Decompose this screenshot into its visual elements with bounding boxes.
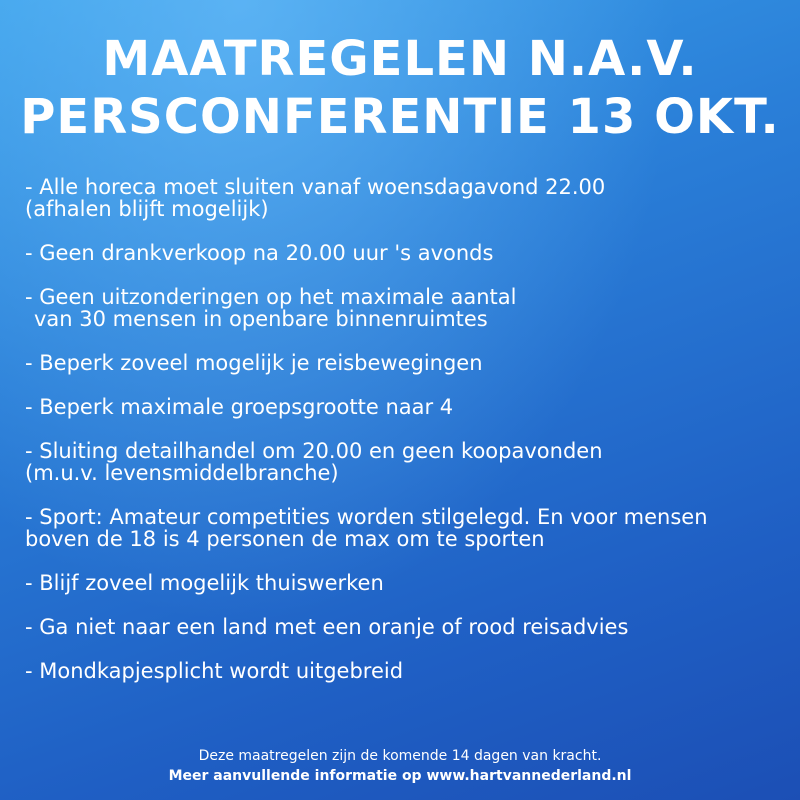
item-line: - Ga niet naar een land met een oranje of rood reisadvies — [25, 615, 629, 639]
item-line: - Sport: Amateur competities worden stilgelegd. En voor mensen — [25, 505, 708, 529]
item-line: - Geen uitzonderingen op het maximale aantal — [25, 285, 517, 309]
title-line-2: PERSCONFERENTIE 13 OKT. — [20, 89, 780, 145]
item-line: van 30 mensen in openbare binnenruimtes — [34, 307, 488, 331]
item-line: - Beperk maximale groepsgrootte naar 4 — [25, 395, 454, 419]
item-line: (m.u.v. levensmiddelbranche) — [25, 461, 339, 485]
list-item — [25, 572, 785, 594]
measures-list — [25, 176, 785, 704]
item-line: boven de 18 is 4 personen de max om te sporten — [25, 527, 545, 551]
list-item — [25, 440, 785, 484]
item-line: - Geen drankverkoop na 20.00 uur 's avonds — [25, 241, 494, 265]
footer — [0, 746, 800, 786]
list-item — [25, 660, 785, 682]
item-line: - Alle horeca moet sluiten vanaf woensdagavond 22.00 — [25, 175, 606, 199]
title-line-1: MAATREGELEN N.A.V. — [102, 31, 698, 87]
item-line: - Mondkapjesplicht wordt uitgebreid — [25, 659, 404, 683]
list-item — [25, 176, 785, 220]
list-item — [25, 396, 785, 418]
list-item — [25, 616, 785, 638]
list-item — [25, 242, 785, 264]
list-item — [25, 506, 785, 550]
footer-note: Deze maatregelen zijn de komende 14 dagen van kracht. — [198, 748, 602, 764]
item-line: (afhalen blijft mogelijk) — [25, 197, 269, 221]
item-line: - Blijf zoveel mogelijk thuiswerken — [25, 571, 384, 595]
item-line: - Beperk zoveel mogelijk je reisbewegingen — [25, 351, 483, 375]
item-line: - Sluiting detailhandel om 20.00 en geen koopavonden — [25, 439, 603, 463]
list-item — [25, 352, 785, 374]
page-title — [0, 30, 800, 146]
list-item — [25, 286, 785, 330]
footer-info-link: Meer aanvullende informatie op www.hartvannederland.nl — [168, 768, 632, 784]
